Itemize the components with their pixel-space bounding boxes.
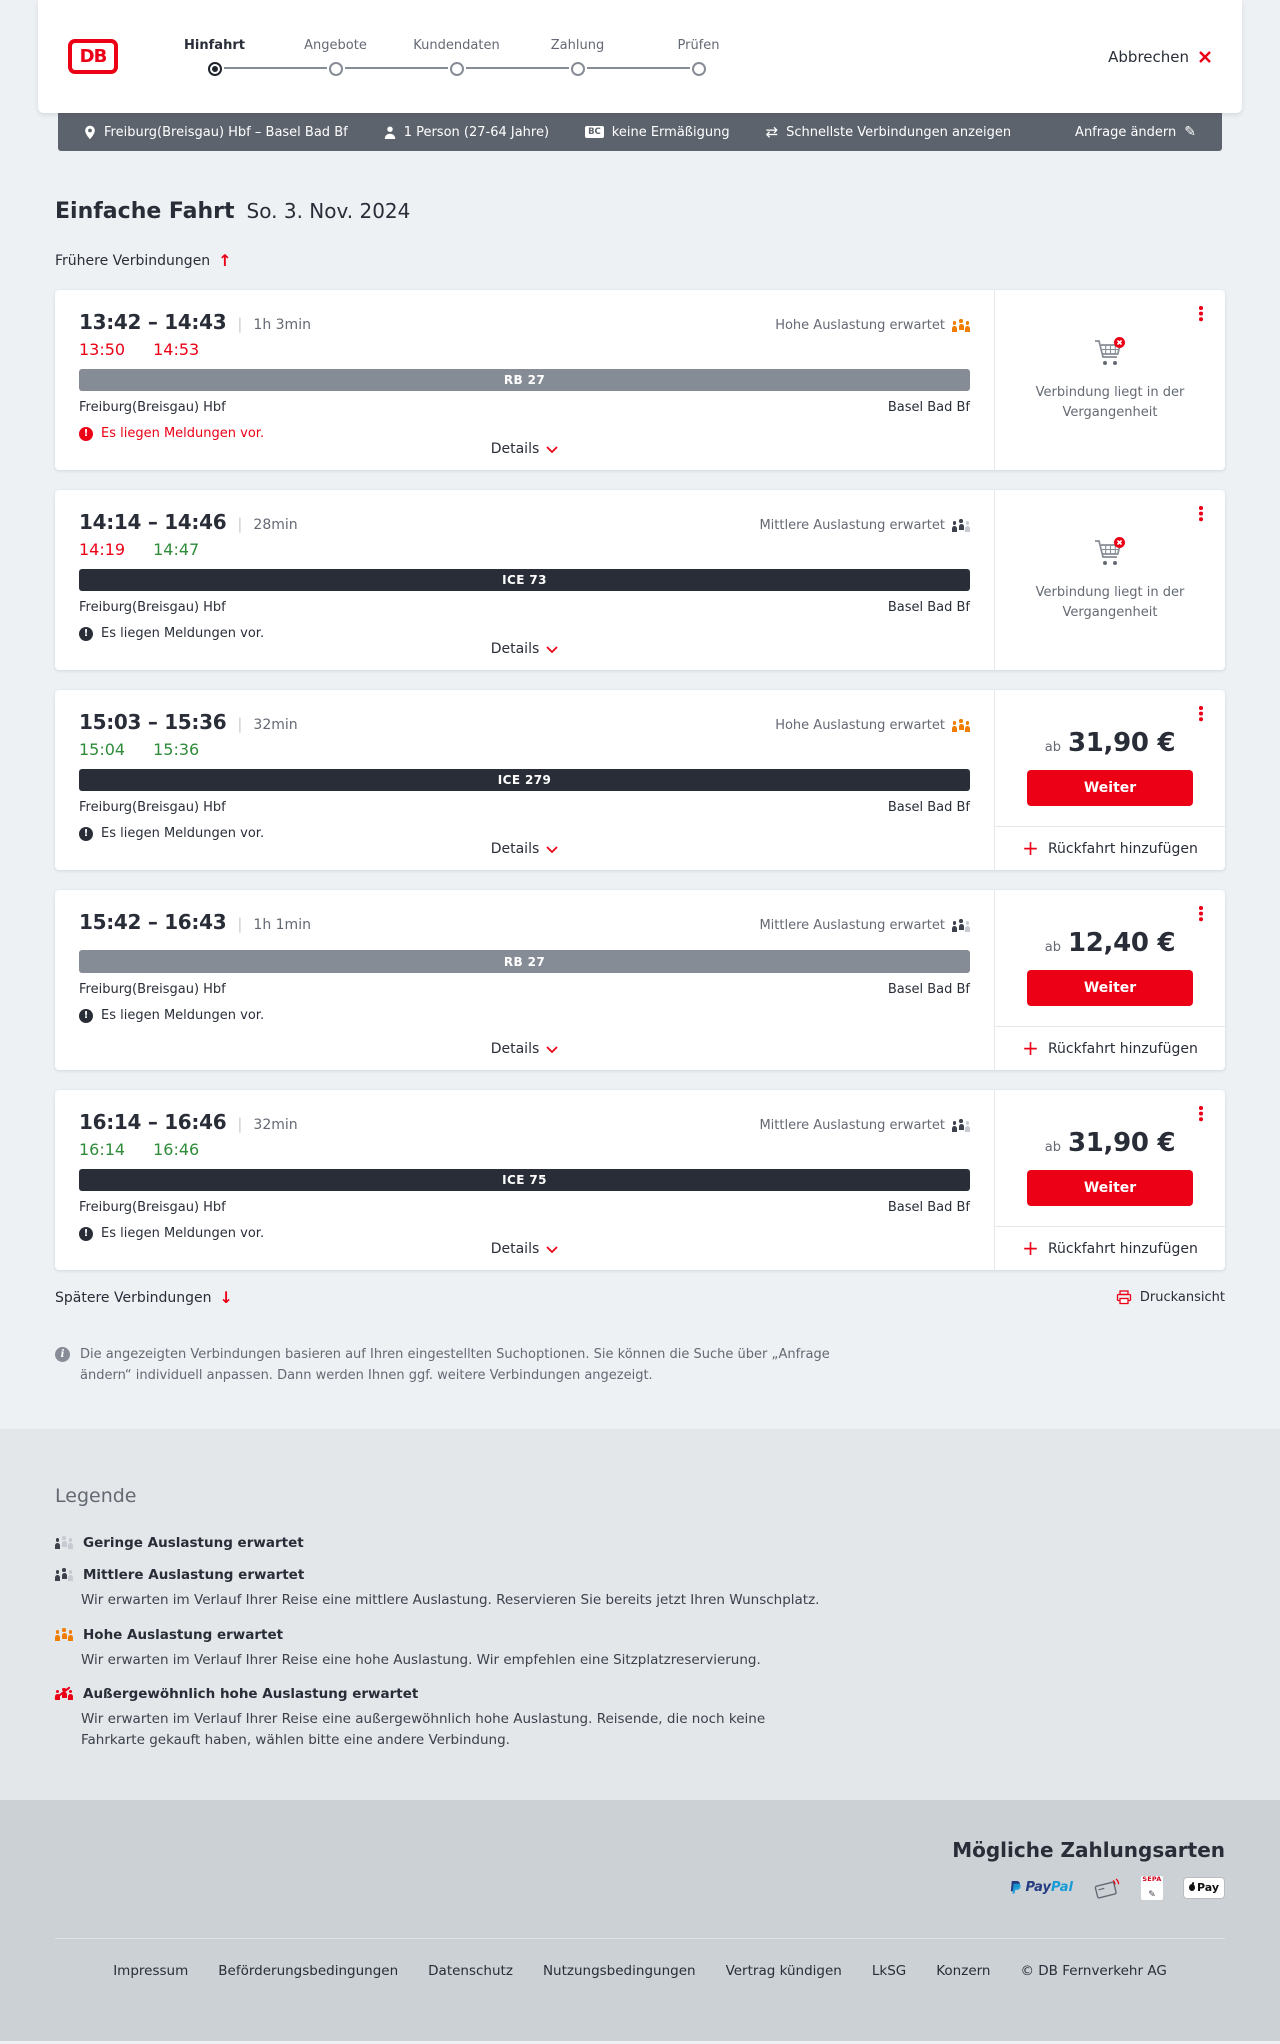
step-label: Zahlung (550, 37, 605, 53)
booking-panel (995, 1090, 1225, 1270)
legend-item-title: Hohe Auslastung erwartet (83, 1626, 284, 1643)
legend-item (55, 1567, 1225, 1583)
price (1045, 928, 1176, 958)
arrow-down-icon (219, 1288, 232, 1307)
details-label: Details (490, 841, 540, 857)
footer-link-lksg[interactable]: LkSG (871, 1962, 907, 1979)
realtime-times (79, 1140, 970, 1159)
connection-message (79, 626, 970, 641)
connection-duration: 1h 3min (253, 317, 311, 333)
message-text: Es liegen Meldungen vor. (101, 1226, 265, 1241)
passenger-summary (384, 125, 549, 140)
warning-icon (79, 1009, 93, 1023)
connection-info (55, 490, 995, 670)
realtime-departure: 15:04 (79, 740, 126, 759)
footer-link-vertrag-kuendigen[interactable]: Vertrag kündigen (725, 1962, 842, 1979)
overflow-menu-icon[interactable] (1194, 505, 1208, 523)
route-text: Freiburg(Breisgau) Hbf – Basel Bad Bf (104, 124, 348, 140)
cart-unavailable-icon (1092, 536, 1128, 568)
occupancy-label: Mittlere Auslastung erwartet (759, 518, 945, 533)
occupancy-exceptional-icon (55, 1688, 73, 1700)
occupancy-medium-icon (952, 1120, 970, 1132)
origin-station: Freiburg(Breisgau) Hbf (79, 400, 226, 415)
footer-link-datenschutz[interactable]: Datenschutz (428, 1962, 513, 1979)
chevron-down-icon (546, 1246, 558, 1253)
connection-card (55, 490, 1225, 670)
connection-message (79, 426, 970, 441)
price (1045, 728, 1176, 758)
price-amount: 31,90 € (1067, 1128, 1176, 1158)
page-title: Einfache Fahrt (55, 199, 235, 224)
person-icon (384, 126, 396, 139)
details-toggle[interactable] (491, 441, 559, 457)
add-return-label: Rückfahrt hinzufügen (1047, 840, 1198, 857)
discount-summary (585, 125, 730, 140)
chevron-down-icon (546, 1046, 558, 1053)
separator: | (237, 1115, 243, 1133)
legend-section (0, 1429, 1280, 1800)
print-view-label: Druckansicht (1139, 1290, 1225, 1305)
change-request-button[interactable] (1075, 124, 1196, 140)
route-summary (84, 125, 348, 140)
connection-times: 14:14 – 14:46 (79, 510, 227, 534)
connection-message (79, 1008, 970, 1023)
later-connections-link[interactable] (55, 1288, 233, 1307)
occupancy-indicator (775, 718, 970, 733)
past-connection-note: Verbindung liegt in der Vergangenheit (1035, 385, 1185, 421)
overflow-menu-icon[interactable] (1194, 905, 1208, 923)
train-segment-bar: ICE 73 (79, 569, 970, 591)
step-label: Kundendaten (413, 37, 500, 53)
step-hinfahrt[interactable] (154, 38, 275, 76)
realtime-arrival: 15:36 (153, 740, 200, 759)
plus-icon (1022, 1238, 1039, 1259)
add-return-button[interactable] (995, 1026, 1225, 1070)
arrow-up-icon (218, 251, 231, 270)
connection-card (55, 290, 1225, 470)
connection-duration: 32min (253, 717, 298, 733)
apple-logo-icon (1189, 1884, 1195, 1891)
step-pruefen[interactable] (638, 38, 759, 76)
bahncard-icon: BC (585, 126, 604, 138)
destination-station: Basel Bad Bf (887, 800, 970, 815)
legend-item (55, 1535, 1225, 1551)
credit-card-icon (1093, 1877, 1121, 1899)
weiter-button[interactable]: Weiter (1027, 1170, 1193, 1206)
travel-date: So. 3. Nov. 2024 (246, 199, 411, 223)
legend-item (55, 1627, 1225, 1643)
paypal-icon: PayPal (1009, 1880, 1072, 1895)
occupancy-indicator (759, 1118, 970, 1133)
connection-times: 13:42 – 14:43 (79, 310, 227, 334)
weiter-button[interactable]: Weiter (1027, 970, 1193, 1006)
legend-item-title: Geringe Auslastung erwartet (83, 1534, 304, 1551)
warning-icon (79, 1227, 93, 1241)
price (1045, 1128, 1176, 1158)
footer-link-impressum[interactable]: Impressum (113, 1962, 189, 1979)
earlier-connections-link[interactable] (55, 251, 232, 270)
connection-times: 15:03 – 15:36 (79, 710, 227, 734)
destination-station: Basel Bad Bf (887, 600, 970, 615)
realtime-times (79, 340, 970, 359)
passenger-text: 1 Person (27-64 Jahre) (403, 124, 550, 140)
realtime-times (79, 740, 970, 759)
swap-arrows-icon (766, 123, 779, 141)
step-dot (329, 62, 343, 76)
add-return-label: Rückfahrt hinzufügen (1047, 1040, 1198, 1057)
connection-message (79, 826, 970, 841)
realtime-departure: 13:50 (79, 340, 126, 359)
train-segment-bar: ICE 279 (79, 769, 970, 791)
payments-footer-band (0, 1800, 1280, 2041)
price-amount: 31,90 € (1067, 728, 1176, 758)
occupancy-label: Hohe Auslastung erwartet (775, 718, 945, 733)
overflow-menu-icon[interactable] (1194, 305, 1208, 323)
occupancy-label: Hohe Auslastung erwartet (775, 318, 945, 333)
details-toggle[interactable] (491, 1241, 559, 1257)
booking-panel (995, 890, 1225, 1070)
train-segment-bar: ICE 75 (79, 1169, 970, 1191)
connection-info (55, 1090, 995, 1270)
details-label: Details (490, 1241, 540, 1257)
occupancy-high-icon (952, 720, 970, 732)
realtime-times (79, 540, 970, 559)
details-toggle[interactable] (491, 1041, 559, 1057)
earlier-connections-label: Frühere Verbindungen (55, 252, 211, 269)
realtime-arrival: 14:47 (153, 540, 200, 559)
details-label: Details (490, 441, 540, 457)
occupancy-medium-icon (952, 520, 970, 532)
details-label: Details (490, 1041, 540, 1057)
separator: | (237, 515, 243, 533)
step-label: Angebote (304, 37, 367, 53)
message-text: Es liegen Meldungen vor. (101, 826, 265, 841)
connection-times: 16:14 – 16:46 (79, 1110, 227, 1134)
realtime-departure: 14:19 (79, 540, 126, 559)
add-return-button[interactable] (995, 1226, 1225, 1270)
connection-card (55, 890, 1225, 1070)
info-note (55, 1345, 855, 1387)
connection-duration: 28min (253, 517, 298, 533)
connection-duration: 32min (253, 1117, 298, 1133)
occupancy-label: Mittlere Auslastung erwartet (759, 1118, 945, 1133)
footer-link-konzern[interactable]: Konzern (936, 1962, 991, 1979)
train-segment-bar: RB 27 (79, 950, 970, 973)
connection-duration: 1h 1min (253, 917, 311, 933)
fastest-connections-toggle[interactable] (766, 123, 1012, 141)
warning-icon (79, 427, 93, 441)
plus-icon (1022, 838, 1039, 859)
discount-text: keine Ermäßigung (611, 124, 730, 140)
occupancy-indicator (775, 318, 970, 333)
occupancy-medium-icon (55, 1569, 73, 1581)
footer-divider (55, 1938, 1225, 1939)
occupancy-label: Mittlere Auslastung erwartet (759, 918, 945, 933)
connection-times: 15:42 – 16:43 (79, 910, 227, 934)
results-main (0, 199, 1280, 1387)
price-amount: 12,40 € (1067, 928, 1176, 958)
legend-item-title: Außergewöhnlich hohe Auslastung erwartet (83, 1686, 419, 1703)
booking-panel (995, 690, 1225, 870)
sepa-icon: SEPA ✎ (1141, 1876, 1163, 1900)
message-text: Es liegen Meldungen vor. (101, 626, 265, 641)
separator: | (237, 315, 243, 333)
destination-station: Basel Bad Bf (887, 982, 970, 997)
info-icon (55, 1347, 70, 1362)
connection-info (55, 690, 995, 870)
legend-item-desc: Wir erwarten im Verlauf Ihrer Reise eine mittlere Auslastung. Reservieren Sie bereits jetzt Ihren Wunschplatz. (81, 1591, 820, 1608)
search-summary-bar (58, 113, 1222, 151)
occupancy-high-icon (55, 1629, 73, 1641)
step-zahlung[interactable] (517, 38, 638, 76)
occupancy-high-icon (952, 320, 970, 332)
origin-station: Freiburg(Breisgau) Hbf (79, 800, 226, 815)
add-return-button[interactable] (995, 826, 1225, 870)
step-dot (692, 62, 706, 76)
past-connection-note: Verbindung liegt in der Vergangenheit (1035, 585, 1185, 621)
step-dot-active (208, 62, 222, 76)
cancel-label: Abbrechen (1108, 47, 1189, 66)
pencil-icon (1184, 124, 1196, 140)
payments-heading: Mögliche Zahlungsarten (952, 1837, 1225, 1862)
cancel-button[interactable] (1108, 48, 1212, 66)
change-request-label: Anfrage ändern (1075, 124, 1177, 140)
later-connections-label: Spätere Verbindungen (55, 1289, 212, 1306)
legend-item-desc: Wir erwarten im Verlauf Ihrer Reise eine hohe Auslastung. Wir empfehlen eine Sitzplatzreservierung. (81, 1651, 761, 1668)
origin-station: Freiburg(Breisgau) Hbf (79, 600, 226, 615)
fastest-text: Schnellste Verbindungen anzeigen (786, 124, 1012, 140)
location-pin-icon (84, 125, 96, 140)
step-label: Hinfahrt (184, 37, 245, 53)
occupancy-indicator (759, 518, 970, 533)
origin-station: Freiburg(Breisgau) Hbf (79, 1200, 226, 1215)
realtime-departure: 16:14 (79, 1140, 126, 1159)
chevron-down-icon (546, 646, 558, 653)
realtime-arrival: 14:53 (153, 340, 200, 359)
close-icon (1198, 50, 1212, 64)
connection-card (55, 690, 1225, 870)
db-logo-text: DB (72, 43, 114, 70)
db-logo (68, 39, 118, 74)
step-label: Prüfen (677, 37, 720, 53)
weiter-button[interactable]: Weiter (1027, 770, 1193, 806)
details-toggle[interactable] (491, 841, 559, 857)
step-dot (571, 62, 585, 76)
footer-links (55, 1963, 1225, 1979)
connection-info (55, 890, 995, 1070)
add-return-label: Rückfahrt hinzufügen (1047, 1240, 1198, 1257)
overflow-menu-icon[interactable] (1194, 705, 1208, 723)
origin-station: Freiburg(Breisgau) Hbf (79, 982, 226, 997)
warning-icon (79, 827, 93, 841)
warning-icon (79, 627, 93, 641)
footer-link-nutzungsbedingungen[interactable]: Nutzungsbedingungen (542, 1962, 696, 1979)
price-prefix: ab (1044, 740, 1061, 755)
booking-panel (995, 490, 1225, 670)
page-head (55, 199, 1225, 224)
overflow-menu-icon[interactable] (1194, 1105, 1208, 1123)
paypal-mark-icon (1009, 1880, 1022, 1895)
top-bar (38, 0, 1242, 113)
footer-link-befoerderungsbedingungen[interactable]: Beförderungsbedingungen (218, 1962, 399, 1979)
realtime-arrival: 16:46 (153, 1140, 200, 1159)
destination-station: Basel Bad Bf (887, 1200, 970, 1215)
legend-item-title: Mittlere Auslastung erwartet (83, 1566, 305, 1583)
step-angebote[interactable] (275, 38, 396, 76)
message-text: Es liegen Meldungen vor. (101, 1008, 265, 1023)
occupancy-low-icon (55, 1537, 73, 1549)
occupancy-indicator (759, 918, 970, 933)
separator: | (237, 915, 243, 933)
cart-unavailable-icon (1092, 336, 1128, 368)
print-view-button[interactable] (1116, 1290, 1225, 1305)
step-dot (450, 62, 464, 76)
printer-icon (1116, 1290, 1132, 1305)
train-segment-bar: RB 27 (79, 369, 970, 391)
legend-heading: Legende (55, 1484, 137, 1507)
connection-info (55, 290, 995, 470)
footer-copyright: © DB Fernverkehr AG (1020, 1962, 1167, 1979)
apple-pay-icon: Pay (1183, 1877, 1225, 1899)
details-toggle[interactable] (491, 641, 559, 657)
destination-station: Basel Bad Bf (887, 400, 970, 415)
info-note-text: Die angezeigten Verbindungen basieren auf Ihren eingestellten Suchoptionen. Sie können die Suche über „Anfrage ändern“ individuell anpassen. Dann werden Ihnen ggf. weitere Verbindungen angezeigt. (80, 1347, 830, 1383)
progress-stepper (154, 38, 759, 76)
price-prefix: ab (1044, 940, 1061, 955)
chevron-down-icon (546, 846, 558, 853)
message-text: Es liegen Meldungen vor. (101, 426, 265, 441)
step-kundendaten[interactable] (396, 38, 517, 76)
separator: | (237, 715, 243, 733)
legend-item-desc: Wir erwarten im Verlauf Ihrer Reise eine außergewöhnlich hohe Auslastung. Reisende, die noch keine Fahrkarte gekauft haben, wählen bitte eine andere Verbindung. (81, 1711, 766, 1749)
payment-methods (55, 1876, 1225, 1900)
booking-panel (995, 290, 1225, 470)
plus-icon (1022, 1038, 1039, 1059)
chevron-down-icon (546, 446, 558, 453)
occupancy-medium-icon (952, 920, 970, 932)
details-label: Details (490, 641, 540, 657)
legend-item (55, 1686, 1225, 1702)
connection-message (79, 1226, 970, 1241)
price-prefix: ab (1044, 1140, 1061, 1155)
connection-card (55, 1090, 1225, 1270)
